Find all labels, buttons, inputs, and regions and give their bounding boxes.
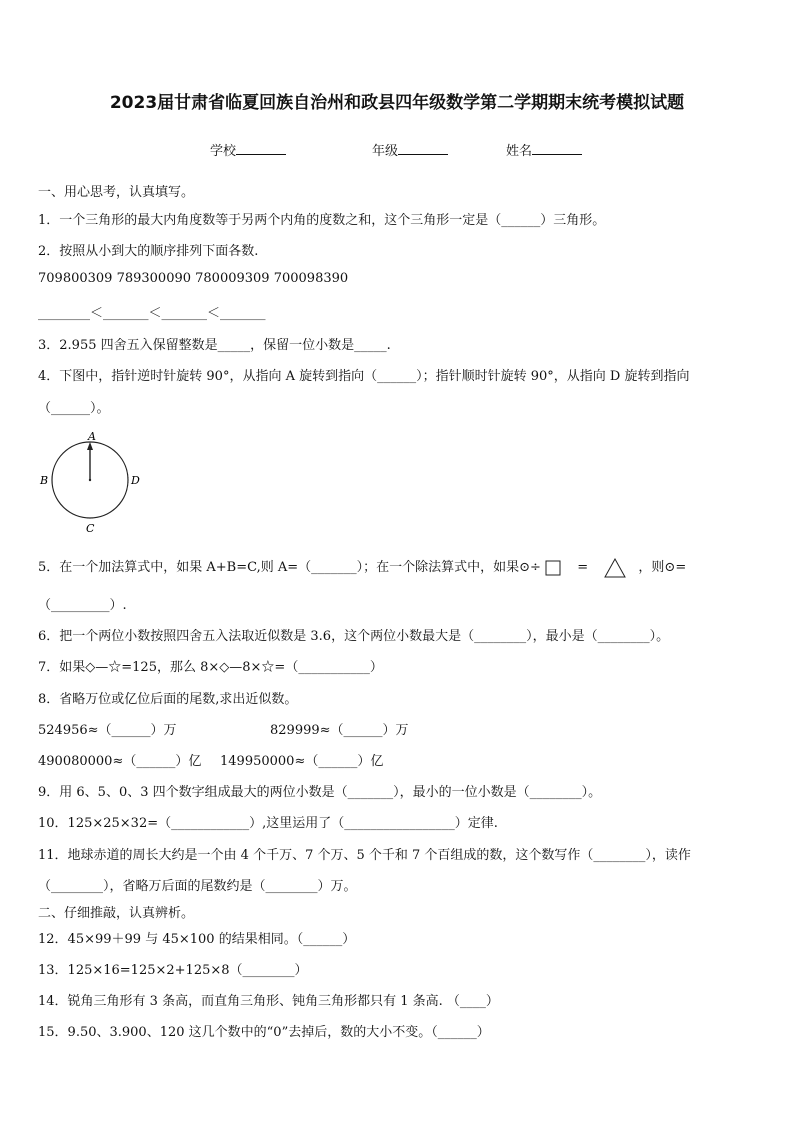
question-5-text: 5．在一个加法算式中，如果 A+B=C,则 A=（_______）；在一个除法算式中，如果⊙÷ xyxy=(38,560,541,575)
school-blank xyxy=(236,141,286,155)
question-12: 12．45×99＋99 与 45×100 的结果相同。（______） xyxy=(38,932,356,947)
school-label: 学校 xyxy=(210,144,237,159)
grade-blank xyxy=(398,141,448,155)
question-11-line-1: 11．地球赤道的周长大约是一个由 4 个千万、7 个万、5 个千和 7 个百组成的数，这个数写作（________），读作 xyxy=(38,848,691,863)
question-8-b: 829999≈（______）万 xyxy=(270,723,409,738)
question-3: 3．2.955 四舍五入保留整数是_____，保留一位小数是_____. xyxy=(38,338,391,353)
question-2: 2．按照从小到大的顺序排列下面各数. xyxy=(38,244,259,259)
clock-dial-figure xyxy=(38,430,148,538)
name-blank xyxy=(532,141,582,155)
square-icon xyxy=(545,560,561,576)
page-title: 2023届甘肃省临夏回族自治州和政县四年级数学第二学期期末统考模拟试题 xyxy=(109,93,685,113)
section-1-heading: 一、用心思考，认真填写。 xyxy=(38,185,195,200)
question-11-line-2: （________），省略万后面的尾数约是（________）万。 xyxy=(38,879,357,894)
grade-field xyxy=(372,140,448,159)
question-9: 9．用 6、5、0、3 四个数字组成最大的两位小数是（_______），最小的一位小数是（________）。 xyxy=(38,785,602,800)
question-10: 10．125×25×32=（____________）,这里运用了（_________________）定律. xyxy=(38,816,498,831)
question-2-numbers: 709800309 789300090 780009309 700098390 xyxy=(38,271,349,286)
question-5-line-2: （_________）. xyxy=(38,598,127,613)
question-5-line-1 xyxy=(38,556,686,578)
label-a: A xyxy=(88,430,96,443)
question-5-tail: ，则⊙= xyxy=(638,560,687,575)
question-8-a: 524956≈（______）万 xyxy=(38,723,177,738)
question-7: 7．如果◇—☆=125，那么 8×◇—8×☆=（___________） xyxy=(38,660,383,675)
question-8-c: 490080000≈（______）亿 xyxy=(38,754,202,769)
section-2-heading: 二、仔细推敲，认真辨析。 xyxy=(38,906,195,921)
triangle-icon xyxy=(604,558,626,578)
dial-svg xyxy=(38,430,148,538)
dial-center xyxy=(89,479,91,481)
name-field xyxy=(506,140,582,159)
question-2-order: ________＜_______＜_______＜_______ xyxy=(38,306,266,321)
question-1: 1．一个三角形的最大内角度数等于另两个内角的度数之和，这个三角形一定是（______）三角形。 xyxy=(38,213,606,228)
question-6: 6．把一个两位小数按照四舍五入法取近似数是 3.6，这个两位小数最大是（________），最小是（________）。 xyxy=(38,629,670,644)
pointer-arrow-icon xyxy=(87,442,93,450)
grade-label: 年级 xyxy=(372,144,399,159)
equals-sign: = xyxy=(577,560,589,575)
question-8: 8．省略万位或亿位后面的尾数,求出近似数。 xyxy=(38,692,298,707)
question-4-line-2: （______）。 xyxy=(38,401,110,416)
label-b: B xyxy=(40,474,49,487)
school-field xyxy=(210,140,286,159)
question-15: 15．9.50、3.900、120 这几个数中的“0”去掉后，数的大小不变。（______） xyxy=(38,1025,490,1040)
name-label: 姓名 xyxy=(506,144,533,159)
question-14: 14．锐角三角形有 3 条高，而直角三角形、钝角三角形都只有 1 条高. （____） xyxy=(38,994,499,1009)
label-c: C xyxy=(86,522,95,535)
question-8-d: 149950000≈（______）亿 xyxy=(220,754,384,769)
question-4-line-1: 4．下图中，指针逆时针旋转 90°，从指向 A 旋转到指向（______）；指针顺时针旋转 90°，从指向 D 旋转到指向 xyxy=(38,369,690,384)
question-13: 13．125×16=125×2+125×8（________） xyxy=(38,963,308,978)
label-d: D xyxy=(131,474,140,487)
